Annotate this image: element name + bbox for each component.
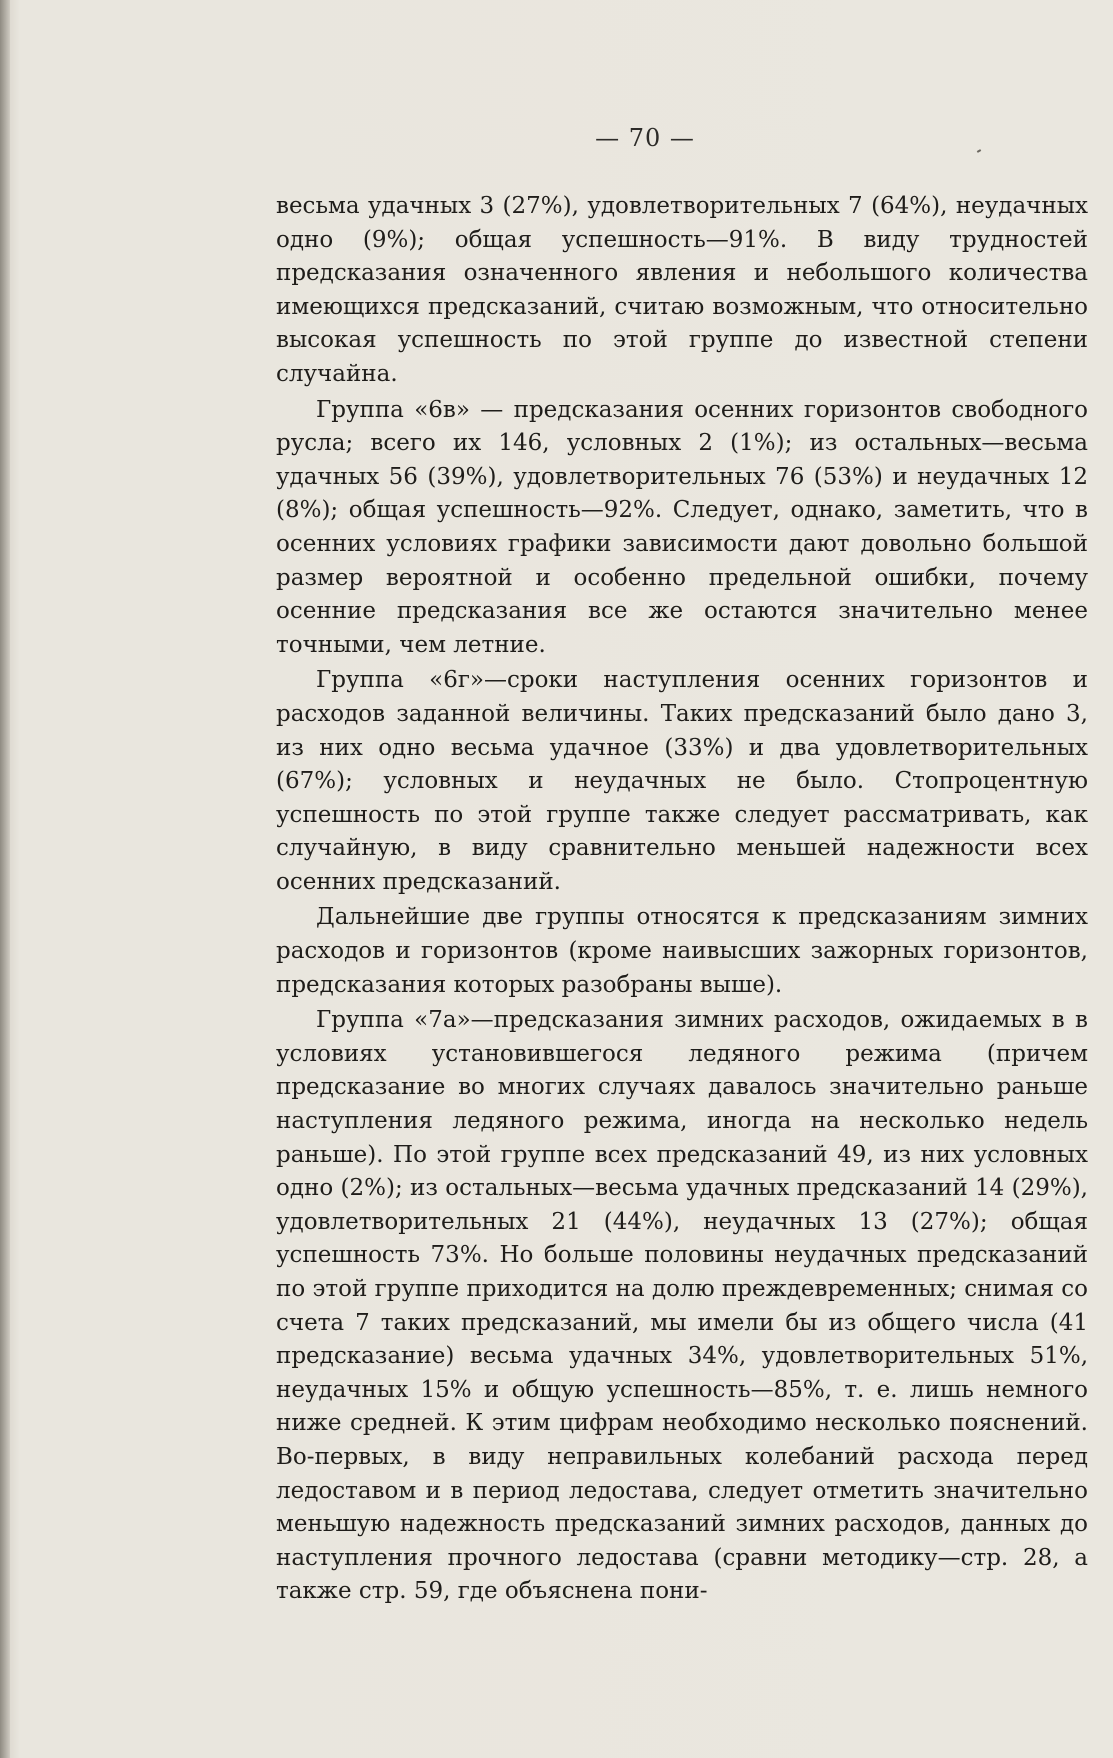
ink-speck (977, 149, 981, 153)
page-number: — 70 — (595, 124, 695, 152)
paragraph-group-7a: Группа «7а»—предсказания зимних расходов, ожидаемых в в условиях установившегося ледяного режима (причем предсказание во многих случаях давалось значительно раньше наступления ледяного режима, иногда на несколько недель раньше). По этой группе всех предсказаний 49, из них условных одно (2%); из остальных—весьма удачных предсказаний 14 (29%), удовлетворительных 21 (44%), неудачных 13 (27%); общая успешность 73%. Но больше половины неудачных предсказаний по этой группе приходится на долю преждевременных; снимая со счета 7 таких предсказаний, мы имели бы из общего числа (41 предсказание) весьма удачных 34%, удовлетворительных 51%, неудачных 15% и общую успешность—85%, т. е. лишь немного ниже средней. К этим цифрам необходимо несколько пояснений. Во-первых, в виду неправильных колебаний расхода перед ледоставом и в период ледостава, следует отметить значительно меньшую надежность предсказаний зимних расходов, данных до наступления прочного ледостава (сравни методику—стр. 28, а также стр. 59, где объяснена пони- (276, 1007, 1088, 1605)
paragraph-group-6g: Группа «6г»—сроки наступления осенних горизонтов и расходов заданной величины. Таких предсказаний было дано 3, из них одно весьма удачное (33%) и два удовлетворительных (67%); условных и неудачных не было. Стопроцентную успешность по этой группе также следует рассматривать, как случайную, в виду сравнительно меньшей надежности всех осенних предсказаний. (276, 667, 1088, 895)
paragraph-winter-groups-intro: Дальнейшие две группы относятся к предсказаниям зимних расходов и горизонтов (кроме наивысших зажорных горизонтов, предсказания которых разобраны выше). (276, 904, 1088, 998)
body-text (276, 190, 1088, 1611)
paragraph-group-6v: Группа «6в» — предсказания осенних горизонтов свободного русла; всего их 146, условных 2 (1%); из остальных—весьма удачных 56 (39%), удовлетворительных 76 (53%) и неудачных 12 (8%); общая успешность—92%. Следует, однако, заметить, что в осенних условиях графики зависимости дают довольно большой размер вероятной и особенно предельной ошибки, почему осенние предсказания все же остаются значительно менее точными, чем летние. (276, 396, 1088, 658)
book-spine-shadow (0, 0, 10, 1758)
paragraph-continued: весьма удачных 3 (27%), удовлетворительных 7 (64%), неудачных одно (9%); общая успешность—91%. В виду трудностей предсказания означенного явления и небольшого количества имеющихся предсказаний, считаю возможным, что относительно высокая успешность по этой группе до известной степени случайна. (276, 193, 1088, 387)
